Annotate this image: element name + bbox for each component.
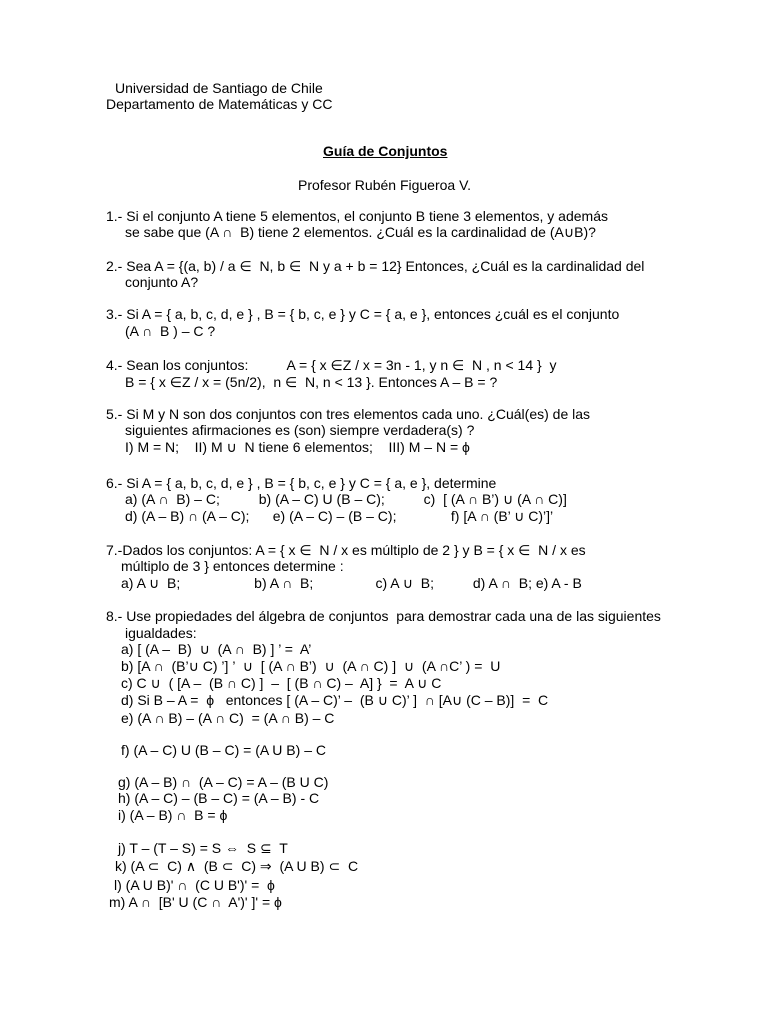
professor-name: Profesor Rubén Figueroa V. <box>298 177 472 193</box>
page-title: Guía de Conjuntos <box>323 143 448 159</box>
problem-item: g) (A – B) ∩ (A – C) = A – (B U C) <box>118 774 329 790</box>
problem-item: f) (A – C) U (B – C) = (A U B) – C <box>121 742 326 758</box>
problem-line: 2.- Sea A = {(a, b) / a ∈ N, b ∈ N y a + b = 12} Entonces, ¿Cuál es la cardinalidad del <box>106 258 645 274</box>
problem-line: siguientes afirmaciones es (son) siempre verdadera(s) ? <box>125 422 475 438</box>
problem-item: m) A ∩ [B' U (C ∩ A')' ]' = ϕ <box>109 894 282 910</box>
university-name: Universidad de Santiago de Chile <box>115 80 323 96</box>
problem-line: I) M = N; II) M ∪ N tiene 6 elementos; III) M – N = ϕ <box>125 439 470 455</box>
department-name: Departamento de Matemáticas y CC <box>106 96 333 112</box>
problem-item: e) (A ∩ B) – (A ∩ C) = (A ∩ B) – C <box>121 710 335 726</box>
problem-item: b) [A ∩ (B’∪ C) ’] ’ ∪ [ (A ∩ B’) ∪ (A ∩ C) ] ∪ (A ∩C’ ) = U <box>121 658 501 674</box>
problem-line: 1.- Si el conjunto A tiene 5 elementos, el conjunto B tiene 3 elementos, y además <box>106 208 608 224</box>
problem-line: (A ∩ B ) – C ? <box>125 323 216 339</box>
problem-item: h) (A – C) – (B – C) = (A – B) - C <box>118 790 320 806</box>
problem-item: d) Si B – A = ϕ entonces [ (A – C)’ – (B ∪ C)’ ] ∩ [A∪ (C – B)] = C <box>121 692 549 708</box>
problem-line: múltiplo de 3 } entonces determine : <box>121 558 344 574</box>
problem-item: a) [ (A – B) ∪ (A ∩ B) ] ’ = A’ <box>121 641 312 657</box>
problem-item: i) (A – B) ∩ B = ϕ <box>118 807 228 823</box>
problem-line: a) A ∪ B; b) A ∩ B; c) A ∪ B; d) A ∩ B; e) A - B <box>121 575 582 591</box>
problem-line: 8.- Use propiedades del álgebra de conjuntos para demostrar cada una de las siguientes <box>106 608 661 624</box>
problem-line: 7.-Dados los conjuntos: A = { x ∈ N / x es múltiplo de 2 } y B = { x ∈ N / x es <box>106 542 586 558</box>
problem-line: B = { x ∈Z / x = (5n/2), n ∈ N, n < 13 }. Entonces A – B = ? <box>125 374 498 390</box>
problem-line: a) (A ∩ B) – C; b) (A – C) U (B – C); c) [ (A ∩ B’) ∪ (A ∩ C)] <box>125 491 567 507</box>
problem-line: igualdades: <box>125 625 197 641</box>
problem-line: 3.- Si A = { a, b, c, d, e } , B = { b, c, e } y C = { a, e }, entonces ¿cuál es el conjunto <box>106 306 620 322</box>
problem-line: se sabe que (A ∩ B) tiene 2 elementos. ¿Cuál es la cardinalidad de (A∪B)? <box>125 224 596 240</box>
problem-line: d) (A – B) ∩ (A – C); e) (A – C) – (B – C); f) [A ∩ (B’ ∪ C)’]’ <box>125 508 554 524</box>
problem-line: 4.- Sean los conjuntos: A = { x ∈Z / x = 3n - 1, y n ∈ N , n < 14 } y <box>106 357 557 373</box>
problem-line: conjunto A? <box>125 274 199 290</box>
problem-line: 6.- Si A = { a, b, c, d, e } , B = { b, c, e } y C = { a, e }, determine <box>106 475 497 491</box>
problem-item: l) (A U B)' ∩ (C U B')' = ϕ <box>114 877 275 893</box>
problem-item: j) T – (T – S) = S ⇔ S ⊆ T <box>118 840 288 856</box>
problem-item: k) (A ⊂ C) ∧ (B ⊂ C) ⇒ (A U B) ⊂ C <box>115 858 359 874</box>
problem-item: c) C ∪ ( [A – (B ∩ C) ] – [ (B ∩ C) – A] } = A ∪ C <box>121 675 442 691</box>
problem-line: 5.- Si M y N son dos conjuntos con tres elementos cada uno. ¿Cuál(es) de las <box>106 406 591 422</box>
